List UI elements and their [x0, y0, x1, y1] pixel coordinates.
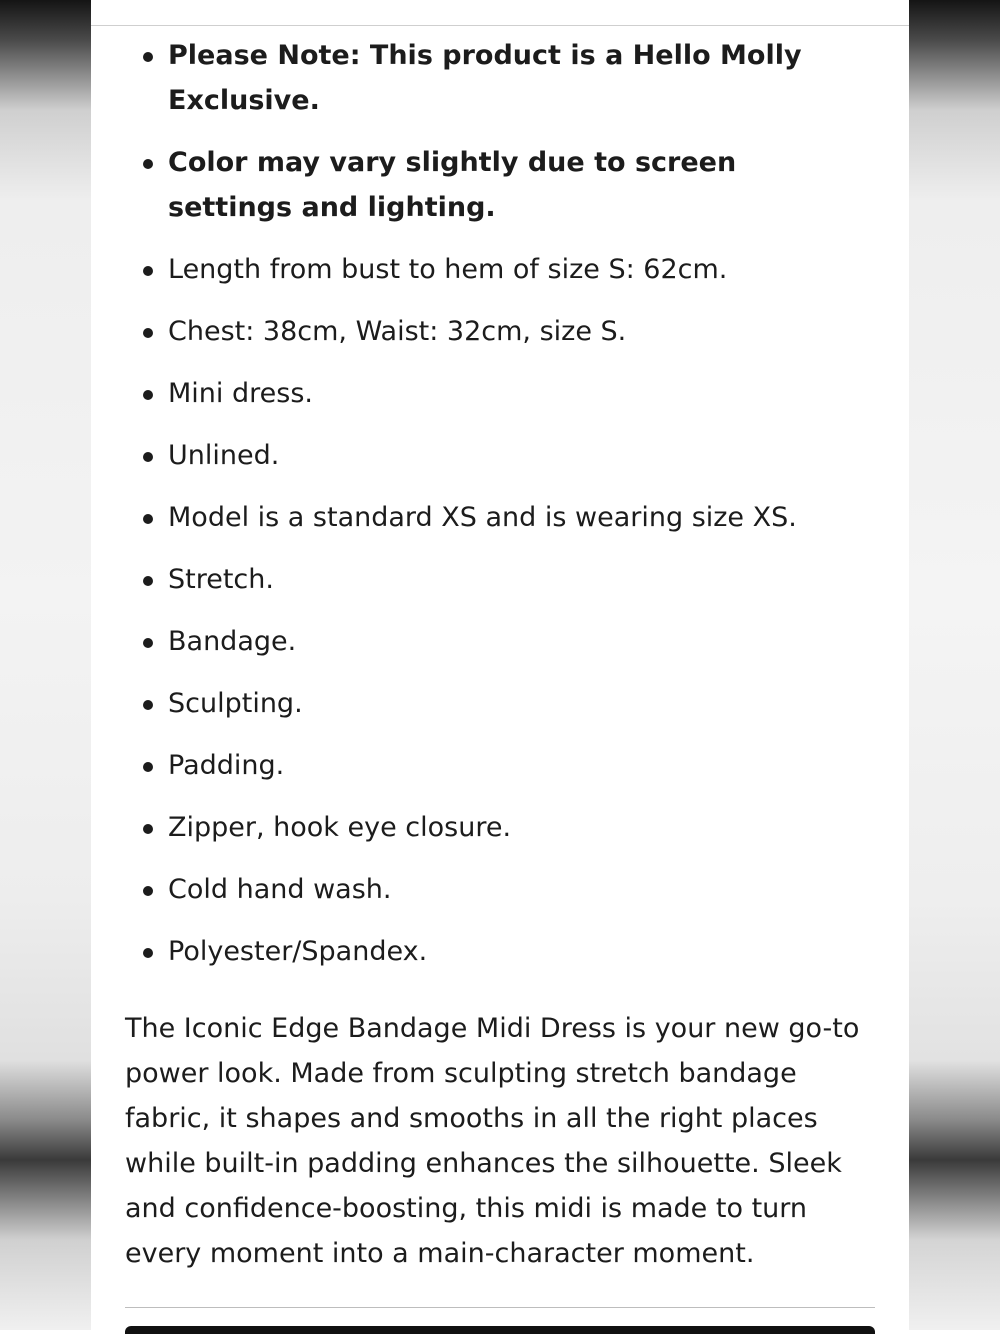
feature-item-bandage: Bandage.	[127, 619, 847, 664]
feature-item-measurements: Chest: 38cm, Waist: 32cm, size S.	[127, 309, 847, 354]
product-description: The Iconic Edge Bandage Midi Dress is your new go-to power look. Made from sculpting stretch bandage fabric, it shapes and smooths in all the right places while built-in padding enhances the silhouette. Sleek and confidence-boosting, this midi is made to turn every moment into a main-character moment.	[125, 1013, 860, 1269]
feature-item-length: Length from bust to hem of size S: 62cm.	[127, 247, 847, 292]
feature-item-model-size: Model is a standard XS and is wearing size XS.	[127, 495, 847, 540]
feature-item-sculpting: Sculpting.	[127, 681, 847, 726]
top-divider	[91, 25, 909, 26]
product-features-list	[127, 33, 847, 991]
feature-item-style: Mini dress.	[127, 371, 847, 416]
left-blurred-margin	[0, 0, 91, 1330]
feature-item-fabric: Polyester/Spandex.	[127, 929, 847, 974]
feature-item-care: Cold hand wash.	[127, 867, 847, 912]
feature-item-closure: Zipper, hook eye closure.	[127, 805, 847, 850]
product-details-panel	[91, 0, 909, 1330]
feature-item-color-note: Color may vary slightly due to screen settings and lighting.	[127, 140, 847, 230]
feature-item-padding: Padding.	[127, 743, 847, 788]
bottom-divider	[125, 1307, 875, 1308]
feature-item-lining: Unlined.	[127, 433, 847, 478]
feature-item-exclusive: Please Note: This product is a Hello Molly Exclusive.	[127, 33, 847, 123]
right-blurred-margin	[909, 0, 1000, 1330]
bottom-action-bar[interactable]	[125, 1326, 875, 1334]
feature-item-stretch: Stretch.	[127, 557, 847, 602]
